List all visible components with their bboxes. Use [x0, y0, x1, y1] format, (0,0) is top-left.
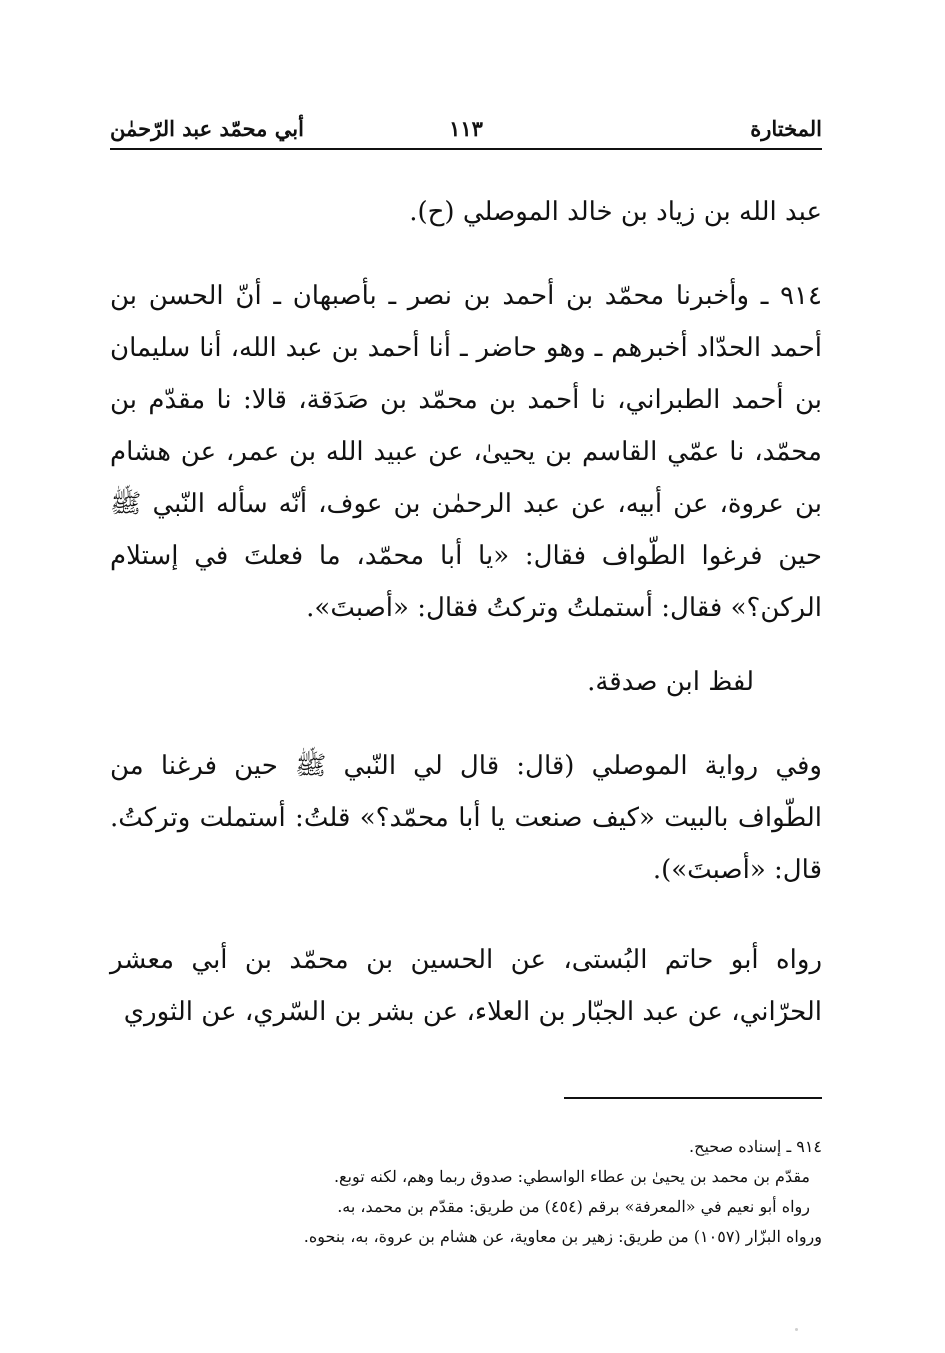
- footnotes: [110, 1132, 822, 1252]
- footnote-line: ٩١٤ ـ إسناده صحيح.: [689, 1137, 822, 1156]
- footnote-line: رواه أبو نعيم في «المعرفة» برقم (٤٥٤) من طريق: مقدّم بن محمد، به.: [337, 1197, 810, 1216]
- header-author: أبي محمّد عبد الرّحمٰن: [110, 116, 304, 141]
- footnote-line: ورواه البزّار (١٠٥٧) من طريق: زهير بن معاوية، عن هشام بن عروة، به، بنحوه.: [303, 1227, 822, 1246]
- paragraph-mosuli-narration: وفي رواية الموصلي (قال: قال لي النّبي ﷺ حين فرغنا من الطّواف بالبيت «كيف صنعت يا أبا محمّد؟» قلتُ: أستملت وتركتُ. قال: «أصبتَ»).: [110, 751, 822, 885]
- header-divider: [110, 148, 822, 150]
- paragraph-busti-narration: رواه أبو حاتم البُستى، عن الحسين بن محمّد بن أبي معشر الحرّاني، عن عبد الجبّار بن العلاء، عن بشر بن السّري، عن الثوري: [110, 945, 822, 1027]
- footnote-line: مقدّم بن محمد بن يحيىٰ بن عطاء الواسطي: صدوق ربما وهم، لكنه توبع.: [333, 1167, 810, 1186]
- paragraph-wording-note: لفظ ابن صدقة.: [587, 667, 754, 697]
- footnote-divider: [564, 1097, 822, 1099]
- paragraph-isnad-continuation: عبد الله بن زياد بن خالد الموصلي (ح).: [409, 197, 822, 227]
- paragraph-hadith-914: ٩١٤ ـ وأخبرنا محمّد بن أحمد بن نصر ـ بأصبهان ـ أنّ الحسن بن أحمد الحدّاد أخبرهم ـ وهو حاضر ـ أنا أحمد بن عبد الله، أنا سليمان بن أحمد الطبراني، نا أحمد بن محمّد بن صَدَقة، قالا: نا مقدّم بن محمّد، نا عمّي القاسم بن يحيىٰ، عن عبيد الله بن عمر، عن هشام بن عروة، عن أبيه، عن عبد الرحمٰن بن عوف، أنّه سأله النّبي ﷺ حين فرغوا الطّواف فقال: «يا أبا محمّد، ما فعلتَ في إستلام الركن؟» فقال: أستملتُ وتركتُ فقال: «أصبتَ».: [110, 281, 822, 623]
- page-number: ١١٣: [449, 116, 483, 141]
- header-book-title: المختارة: [750, 116, 822, 141]
- scan-speck: [795, 1328, 798, 1331]
- running-header: [110, 112, 822, 146]
